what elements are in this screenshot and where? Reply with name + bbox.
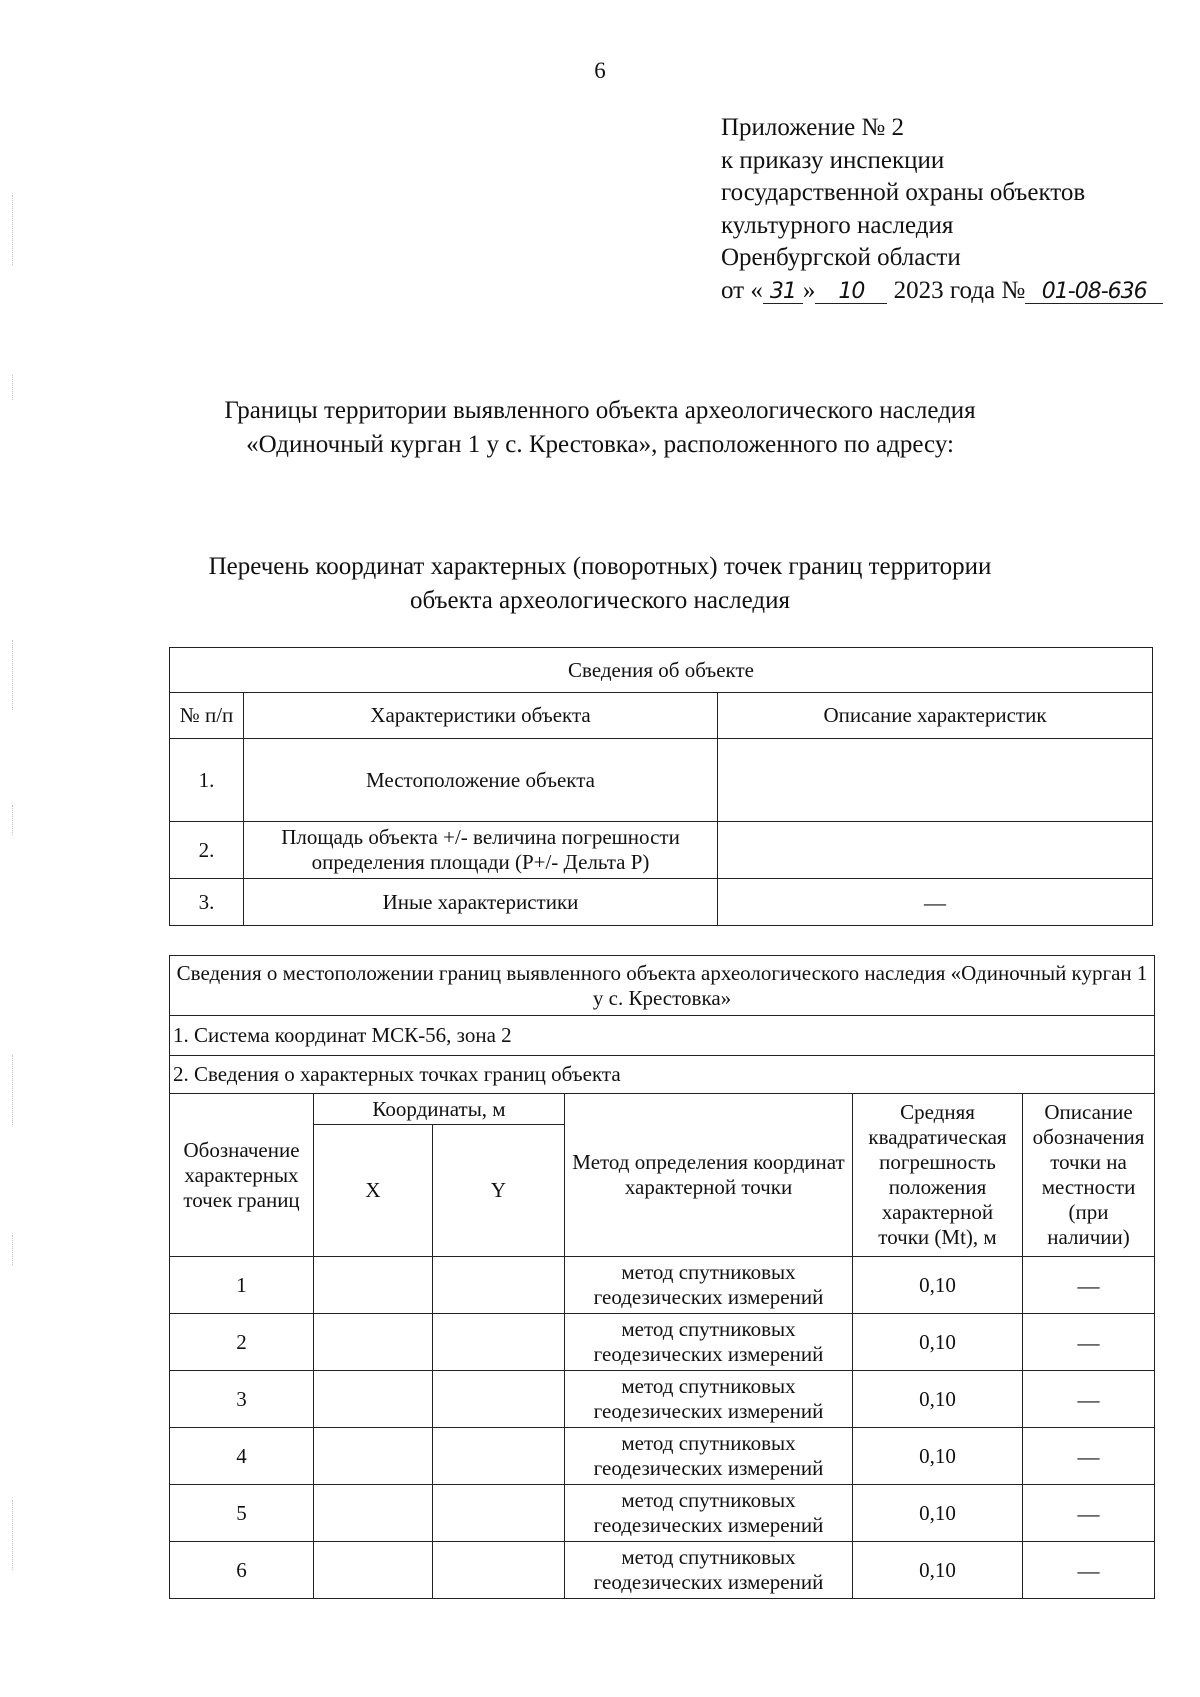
x-header: X [314,1125,433,1257]
error-cell: 0,10 [853,1485,1023,1542]
point-number: 1 [170,1257,314,1314]
scan-artifact [12,195,23,265]
column-header: Характеристики объекта [244,693,718,739]
table-row [170,1542,1155,1599]
method-header: Метод определения координат характерной точки [565,1094,853,1257]
appendix-line: Оренбургской области [721,244,961,271]
order-month: 10 [815,281,887,304]
description-cell: — [1023,1314,1155,1371]
y-cell [433,1314,565,1371]
point-number: 6 [170,1542,314,1599]
coordinate-system: 1. Система координат МСК-56, зона 2 [170,1016,1155,1056]
characteristic-cell: Площадь объекта +/- величина погрешности определения площади (Р+/- Дельта Р) [244,822,718,879]
table-row [170,1314,1155,1371]
y-cell [433,1485,565,1542]
error-cell: 0,10 [853,1314,1023,1371]
column-header: № п/п [170,693,244,739]
document-title [0,394,1200,462]
error-cell: 0,10 [853,1428,1023,1485]
appendix-line: культурного наследия [721,211,954,239]
x-cell [314,1257,433,1314]
description-header: Описание обозначения точки на местности (при наличии) [1023,1094,1155,1257]
subtitle-line: Перечень координат характерных (поворотных) точек границ территории [208,553,992,580]
order-date-line [721,275,1163,308]
x-cell [314,1371,433,1428]
description-cell [718,739,1153,822]
table-row [170,1371,1155,1428]
page-number: 6 [594,58,606,83]
scan-artifact [12,805,23,835]
point-number: 4 [170,1428,314,1485]
row-number: 1. [170,739,244,822]
order-day: 31 [763,281,803,304]
table-row [170,822,1153,879]
appendix-block [721,112,1163,307]
y-cell [433,1542,565,1599]
date-prefix: от « [721,276,763,304]
boundary-points-table [169,955,1155,1599]
x-cell [314,1542,433,1599]
table-row [170,1257,1155,1314]
coordinates-header: Координаты, м [314,1094,565,1125]
description-cell: — [1023,1485,1155,1542]
appendix-line: государственной охраны объектов [721,179,1086,206]
scan-artifact [12,640,23,710]
method-cell: метод спутниковых геодезических измерений [565,1314,853,1371]
scan-artifact [12,1500,23,1570]
scan-artifact [12,1235,23,1265]
point-number: 3 [170,1371,314,1428]
characteristic-cell: Местоположение объекта [244,739,718,822]
table-row [170,739,1153,822]
description-cell: — [1023,1257,1155,1314]
method-cell: метод спутниковых геодезических измерений [565,1542,853,1599]
appendix-line: к приказу инспекции [721,146,945,174]
table-row [170,1485,1155,1542]
title-line: Границы территории выявленного объекта археологического наследия [224,397,976,424]
error-cell: 0,10 [853,1542,1023,1599]
method-cell: метод спутниковых геодезических измерений [565,1428,853,1485]
point-number: 2 [170,1314,314,1371]
order-year: 2023 года № [893,276,1026,304]
description-cell: — [718,879,1153,926]
method-cell: метод спутниковых геодезических измерений [565,1371,853,1428]
row-number: 2. [170,822,244,879]
y-cell [433,1428,565,1485]
row-number: 3. [170,879,244,926]
point-number: 5 [170,1485,314,1542]
appendix-line: Приложение № 2 [721,114,905,141]
x-cell [314,1485,433,1542]
order-number: 01-08-636 [1025,281,1163,304]
column-header: Описание характеристик [718,693,1153,739]
method-cell: метод спутниковых геодезических измерений [565,1485,853,1542]
title-line: «Одиночный курган 1 у с. Крестовка», расположенного по адресу: [246,431,954,458]
designation-header: Обозначение характерных точек границ [170,1094,314,1257]
y-header: Y [433,1125,565,1257]
subtitle-line: объекта археологического наследия [410,587,790,614]
description-cell [718,822,1153,879]
y-cell [433,1257,565,1314]
description-cell: — [1023,1542,1155,1599]
date-separator: » [802,276,816,304]
table-caption: Сведения об объекте [170,648,1153,693]
list-title [0,550,1200,618]
section-title: 2. Сведения о характерных точках границ объекта [170,1056,1155,1094]
table-row [170,879,1153,926]
object-info-table [169,647,1153,926]
error-cell: 0,10 [853,1371,1023,1428]
error-cell: 0,10 [853,1257,1023,1314]
description-cell: — [1023,1428,1155,1485]
table-caption: Сведения о местоположении границ выявленного объекта археологического наследия «Одиночный курган 1 у с. Крестовка» [170,956,1155,1016]
characteristic-cell: Иные характеристики [244,879,718,926]
y-cell [433,1371,565,1428]
method-cell: метод спутниковых геодезических измерений [565,1257,853,1314]
table-row [170,1428,1155,1485]
scan-artifact [12,1055,23,1125]
x-cell [314,1314,433,1371]
error-header: Средняя квадратическая погрешность положения характерной точки (Mt), м [853,1094,1023,1257]
description-cell: — [1023,1371,1155,1428]
x-cell [314,1428,433,1485]
